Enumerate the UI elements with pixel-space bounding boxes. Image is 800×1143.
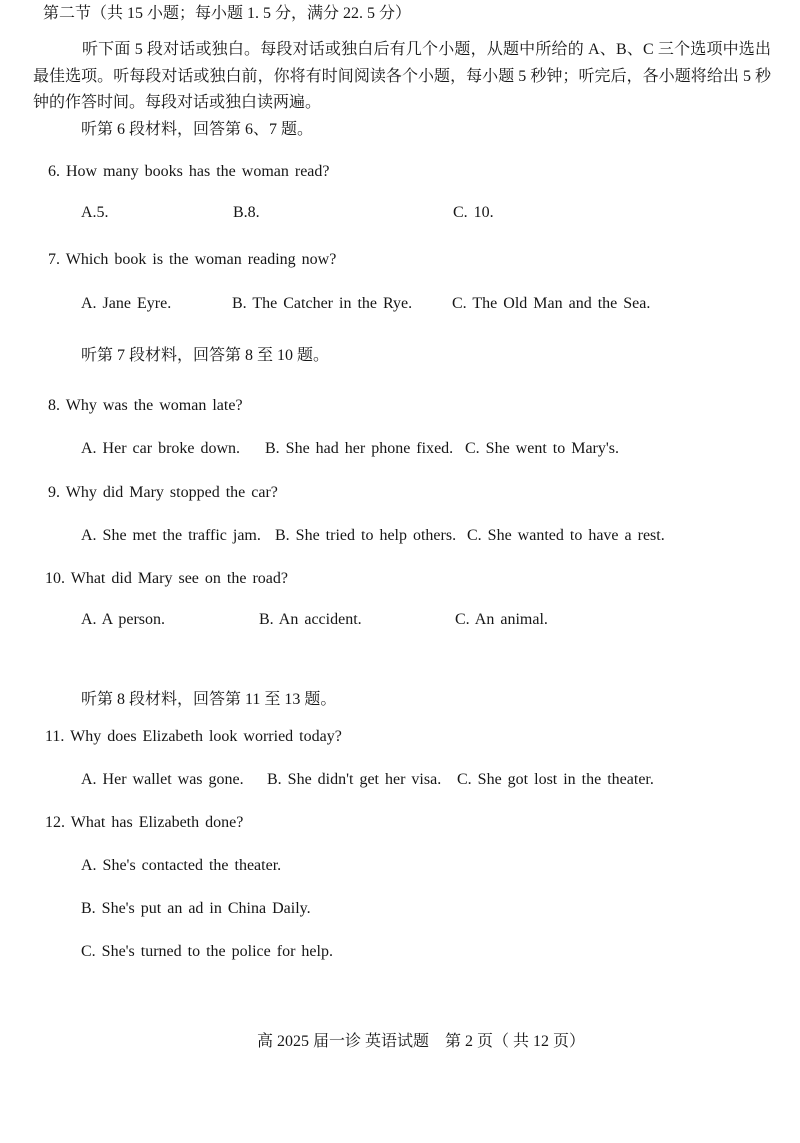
question-number: 10. bbox=[45, 570, 65, 587]
question-11-options bbox=[0, 770, 800, 792]
question-6 bbox=[48, 162, 330, 182]
question-12 bbox=[45, 813, 243, 833]
question-11 bbox=[45, 727, 342, 747]
question-text: Why did Mary stopped the car? bbox=[65, 484, 278, 501]
option-a: A. A person. bbox=[81, 611, 165, 628]
section-instructions: 听下面 5 段对话或独白。每段对话或独白后有几个小题，从题中所给的 A、B、C 三个选项中选出最佳选项。听每段对话或独白前，你将有时间阅读各个小题，每小题 5 秒钟；听完后，各小题将给出 5 秒钟的作答时间。每段对话或独白读两遍。 bbox=[33, 41, 771, 111]
option-a: A.5. bbox=[81, 204, 109, 221]
question-number: 11. bbox=[45, 728, 65, 745]
option-c: C. An animal. bbox=[455, 611, 548, 628]
option-b: B.8. bbox=[233, 204, 260, 221]
option-b: B. She had her phone fixed. bbox=[265, 440, 454, 457]
option-c: C. She got lost in the theater. bbox=[457, 771, 654, 788]
question-12-option-c: C. She's turned to the police for help. bbox=[81, 943, 333, 960]
option-a: A. Her wallet was gone. bbox=[81, 771, 244, 788]
question-7-options bbox=[0, 294, 800, 316]
material-6-heading: 听第 6 段材料，回答第 6、7 题。 bbox=[81, 121, 314, 138]
section-title: 第二节（共 15 小题；每小题 1. 5 分，满分 22. 5 分） bbox=[43, 5, 412, 22]
question-text: What has Elizabeth done? bbox=[70, 814, 244, 831]
option-c: C. She went to Mary's. bbox=[465, 440, 619, 457]
question-text: Which book is the woman reading now? bbox=[65, 251, 337, 268]
question-text: Why does Elizabeth look worried today? bbox=[70, 728, 342, 745]
question-8-options bbox=[0, 439, 800, 461]
question-10 bbox=[45, 569, 288, 589]
question-number: 12. bbox=[45, 814, 65, 831]
option-a: A. She met the traffic jam. bbox=[81, 527, 261, 544]
option-c: C. 10. bbox=[453, 204, 494, 221]
material-7-heading: 听第 7 段材料，回答第 8 至 10 题。 bbox=[81, 347, 330, 364]
question-text: How many books has the woman read? bbox=[66, 163, 330, 180]
option-b: B. She tried to help others. bbox=[275, 527, 457, 544]
question-number: 9. bbox=[48, 484, 60, 501]
option-c: C. She wanted to have a rest. bbox=[467, 527, 665, 544]
option-b: B. An accident. bbox=[259, 611, 362, 628]
option-a: A. Jane Eyre. bbox=[81, 295, 172, 312]
option-a: A. Her car broke down. bbox=[81, 440, 241, 457]
question-6-options bbox=[0, 203, 800, 225]
question-12-option-a: A. She's contacted the theater. bbox=[81, 857, 282, 874]
question-12-option-b: B. She's put an ad in China Daily. bbox=[81, 900, 311, 917]
question-number: 8. bbox=[48, 397, 60, 414]
option-b: B. The Catcher in the Rye. bbox=[232, 295, 413, 312]
question-8 bbox=[48, 396, 243, 416]
page-footer: 高 2025 届一诊 英语试题 第 2 页（ 共 12 页） bbox=[256, 1033, 585, 1050]
question-9-options bbox=[0, 526, 800, 548]
question-number: 6. bbox=[48, 163, 60, 180]
question-9 bbox=[48, 483, 278, 503]
question-10-options bbox=[0, 610, 800, 632]
material-8-heading: 听第 8 段材料，回答第 11 至 13 题。 bbox=[81, 691, 337, 708]
question-number: 7. bbox=[48, 251, 60, 268]
question-text: What did Mary see on the road? bbox=[70, 570, 288, 587]
question-7 bbox=[48, 250, 336, 270]
option-c: C. The Old Man and the Sea. bbox=[452, 295, 651, 312]
question-text: Why was the woman late? bbox=[65, 397, 243, 414]
option-b: B. She didn't get her visa. bbox=[267, 771, 442, 788]
